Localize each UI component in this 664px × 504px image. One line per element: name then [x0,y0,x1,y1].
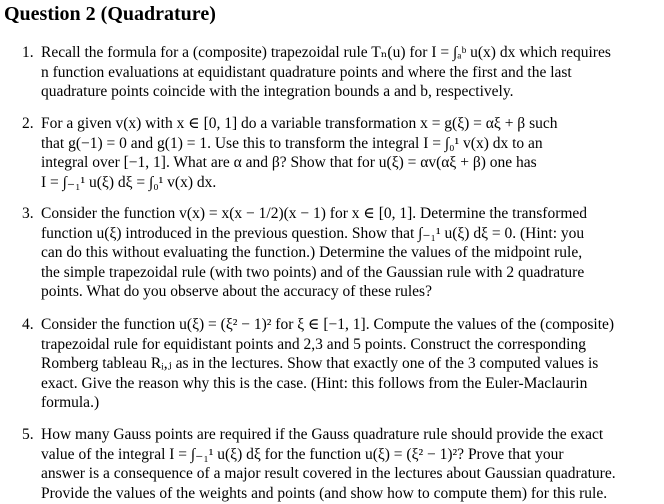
item-text-line: points. What do you observe about the accuracy of these rules? [41,283,432,301]
item-text-line: Romberg tableau Rᵢ,ⱼ as in the lectures. Show that exactly one of the 3 computed values is [41,355,599,373]
item-text-line: Consider the function u(ξ) = (ξ² − 1)² for ξ ∈ [−1, 1]. Compute the values of the (composite) [41,316,615,333]
item-text-line: Consider the function v(x) = x(x − 1/2)(x − 1) for x ∈ [0, 1]. Determine the transformed [41,205,588,222]
item-text-line: formula.) [41,394,100,412]
item-text-line: integral over [−1, 1]. What are α and β? Show that for u(ξ) = αv(αξ + β) one has [41,154,537,172]
item-text-line: that g(−1) = 0 and g(1) = 1. Use this to transform the integral I = ∫₀¹ v(x) dx to an [41,134,543,152]
page-title: Question 2 (Quadrature) [4,3,216,25]
item-number: 1. [22,44,34,61]
item-text-line: value of the integral I = ∫₋₁¹ u(ξ) dξ for the function u(ξ) = (ξ² − 1)²? Prove that your [41,445,564,463]
item-text-line: I = ∫₋₁¹ u(ξ) dξ = ∫₀¹ v(x) dx. [41,173,217,191]
item-number: 5. [22,426,34,443]
item-text-line: the simple trapezoidal rule (with two points) and of the Gaussian rule with 2 quadrature [41,263,585,281]
item-text-line: answer is a consequence of a major result covered in the lectures about Gaussian quadrature. [41,465,616,483]
item-number: 2. [22,115,34,132]
item-text-line: can do this without evaluating the function.) Determine the values of the midpoint rule, [41,244,583,262]
item-text-line: Recall the formula for a (composite) trapezoidal rule Tₙ(u) for I = ∫ₐᵇ u(x) dx which requires [41,44,611,61]
item-text-line: quadrature points coincide with the integration bounds a and b, respectively. [41,83,514,101]
item-text-line: exact. Give the reason why this is the case. (Hint: this follows from the Euler-Maclaurin [41,374,588,392]
item-number: 4. [22,316,34,333]
item-text-line: How many Gauss points are required if the Gauss quadrature rule should provide the exact [41,426,604,443]
item-text-line: Provide the values of the weights and points (and show how to compute them) for this rule. [41,484,608,502]
item-number: 3. [22,205,34,222]
item-text-line: For a given v(x) with x ∈ [0, 1] do a variable transformation x = g(ξ) = αξ + β such [41,115,558,132]
item-text-line: function u(ξ) introduced in the previous question. Show that ∫₋₁¹ u(ξ) dξ = 0. (Hint: you [41,224,585,242]
item-text-line: n function evaluations at equidistant quadrature points and where the first and the last [41,63,572,81]
item-text-line: trapezoidal rule for equidistant points and 2,3 and 5 points. Construct the corresponding [41,335,586,353]
